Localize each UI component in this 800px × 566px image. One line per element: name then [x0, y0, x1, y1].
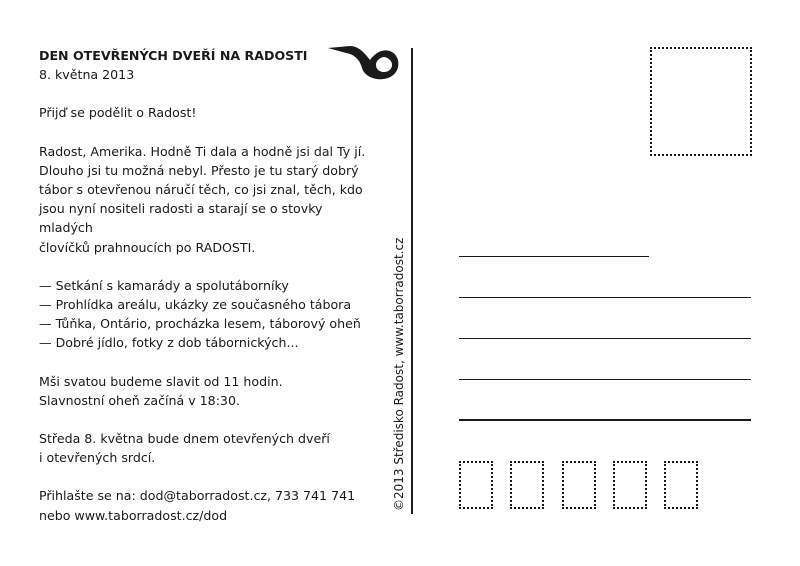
intro-line: tábor s otevřenou náručí těch, co jsi znal, těch, kdo — [39, 182, 363, 198]
program-item: — Setkání s kamarády a spolutáborníky — [39, 277, 289, 293]
register-line: nebo www.taborradost.cz/dod — [39, 507, 228, 523]
address-line — [459, 297, 751, 298]
intro-line: Radost, Amerika. Hodně Ti dala a hodně jsi dal Ty jí. — [39, 143, 366, 159]
center-divider — [411, 48, 413, 514]
greeting: Přijď se podělit o Radost! — [39, 105, 197, 121]
intro-line: jsou nyní nositeli radosti a starají se o stovky mladých — [39, 201, 323, 236]
message-text — [39, 46, 379, 525]
stamp-box — [650, 47, 752, 156]
postcode-box — [459, 461, 493, 509]
address-line — [459, 256, 649, 257]
address-line — [459, 338, 751, 339]
address-line — [459, 419, 751, 421]
address-line — [459, 379, 751, 380]
register-line: Přihlašte se na: dod@taborradost.cz, 733 741 741 — [39, 488, 356, 504]
mass-line: Mši svatou budeme slavit od 11 hodin. — [39, 373, 283, 389]
intro-line: človíčků prahnoucích po RADOSTI. — [39, 239, 256, 255]
copyright-vertical: ©2013 Středisko Radost, www.taborradost.cz — [392, 237, 406, 511]
postcode-box — [562, 461, 596, 509]
card-title: DEN OTEVŘENÝCH DVEŘÍ NA RADOSTI — [39, 48, 308, 63]
wednesday-line: i otevřených srdcí. — [39, 450, 156, 466]
intro-line: Dlouho jsi tu možná nebyl. Přesto je tu starý dobrý — [39, 162, 359, 178]
mass-line: Slavnostní oheň začíná v 18:30. — [39, 392, 240, 408]
program-item: — Prohlídka areálu, ukázky ze současného tábora — [39, 297, 352, 313]
postcode-box — [510, 461, 544, 509]
postcode-box — [613, 461, 647, 509]
card-date: 8. května 2013 — [39, 67, 135, 83]
post-horn-icon — [326, 42, 402, 82]
postcode-box — [664, 461, 698, 509]
program-item: — Dobré jídlo, fotky z dob tábornických... — [39, 335, 299, 351]
program-item: — Tůňka, Ontário, procházka lesem, táborový oheň — [39, 316, 361, 332]
wednesday-line: Středa 8. května bude dnem otevřených dveří — [39, 431, 330, 447]
